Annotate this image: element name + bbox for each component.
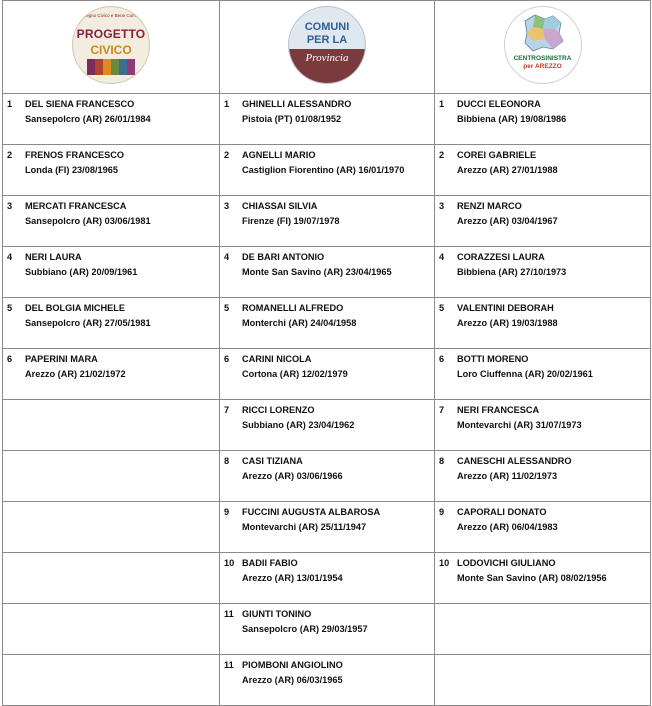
candidate-birth-info: Monte San Savino (AR) 23/04/1965 [242,267,392,277]
logo-stripe [111,59,119,75]
candidate-name: CARINI NICOLA [242,354,312,364]
candidate-entry [3,400,219,403]
candidate-birth-info: Cortona (AR) 12/02/1979 [242,369,348,379]
candidate-cell [220,349,435,400]
candidate-name: NERI FRANCESCA [457,405,540,415]
candidate-entry [435,298,650,331]
logo-line-1: COMUNI [304,20,350,33]
candidate-entry [3,553,219,556]
candidate-entry [435,94,650,127]
candidate-number: 2 [439,150,445,160]
candidate-birth-info: Monterchi (AR) 24/04/1958 [242,318,357,328]
candidate-birth-info: Arezzo (AR) 06/03/1965 [242,675,343,685]
candidate-name: BADII FABIO [242,558,298,568]
logo-cell-centrosinistra [435,1,651,94]
candidate-entry [3,502,219,505]
candidate-name: GIUNTI TONINO [242,609,312,619]
candidate-number: 5 [224,303,230,313]
candidate-name: GHINELLI ALESSANDRO [242,99,352,109]
candidate-birth-info: Sansepolcro (AR) 03/06/1981 [25,216,151,226]
logo-stripes [87,59,135,75]
candidate-row [3,298,651,349]
candidate-birth-info: Bibbiena (AR) 27/10/1973 [457,267,567,277]
candidate-number: 4 [224,252,230,262]
candidate-number: 6 [439,354,445,364]
candidate-entry [220,349,434,382]
logo-line-2: PER LA [306,33,348,46]
candidate-row [3,502,651,553]
candidate-entry [220,145,434,178]
candidate-birth-info: Arezzo (AR) 19/03/1988 [457,318,558,328]
candidate-entry [3,349,219,382]
candidate-cell [435,604,651,655]
candidate-number: 2 [7,150,13,160]
logo-row [3,1,651,94]
candidate-number: 4 [7,252,13,262]
candidate-number: 7 [439,405,445,415]
candidate-cell [3,94,220,145]
candidate-cell [435,655,651,706]
candidate-cell [3,145,220,196]
candidate-cell [435,553,651,604]
candidate-name: LODOVICHI GIULIANO [457,558,556,568]
candidate-name: DEL BOLGIA MICHELE [25,303,126,313]
candidate-cell [3,400,220,451]
candidate-entry [220,298,434,331]
candidate-name: RENZI MARCO [457,201,522,211]
progetto-civico-logo [72,6,150,84]
candidate-entry [3,196,219,229]
candidate-number: 8 [439,456,445,466]
candidate-entry [220,196,434,229]
candidate-cell [435,196,651,247]
candidate-entry [3,604,219,607]
candidate-cell [220,94,435,145]
candidate-birth-info: Sansepolcro (AR) 29/03/1957 [242,624,368,634]
candidate-number: 10 [224,558,235,568]
candidate-entry [220,451,434,484]
candidate-number: 7 [224,405,230,415]
candidate-number: 3 [7,201,13,211]
candidate-name: COREI GABRIELE [457,150,537,160]
candidate-name: DE BARI ANTONIO [242,252,325,262]
logo-stripe [127,59,135,75]
candidate-birth-info: Subbiano (AR) 23/04/1962 [242,420,355,430]
candidate-birth-info: Arezzo (AR) 03/04/1967 [457,216,558,226]
candidate-name: DUCCI ELEONORA [457,99,541,109]
candidate-birth-info: Arezzo (AR) 13/01/1954 [242,573,343,583]
candidate-birth-info: Subbiano (AR) 20/09/1961 [25,267,138,277]
candidate-birth-info: Firenze (FI) 19/07/1978 [242,216,340,226]
candidate-name: BOTTI MORENO [457,354,529,364]
candidate-number: 4 [439,252,445,262]
candidate-cell [220,400,435,451]
candidate-entry [435,553,650,586]
candidate-number: 10 [439,558,450,568]
candidate-row [3,604,651,655]
logo-line-1: CENTROSINISTRA [513,54,572,62]
candidate-name: CAPORALI DONATO [457,507,547,517]
candidate-row [3,94,651,145]
candidate-entry [220,400,434,433]
candidate-cell [3,553,220,604]
logo-line-2: per AREZZO [523,62,562,70]
candidate-entry [3,247,219,280]
candidate-entry [3,298,219,331]
candidate-birth-info: Arezzo (AR) 03/06/1966 [242,471,343,481]
candidate-birth-info: Arezzo (AR) 06/04/1983 [457,522,558,532]
candidate-cell [220,604,435,655]
candidate-number: 8 [224,456,230,466]
candidate-name: CHIASSAI SILVIA [242,201,318,211]
candidate-entry [220,502,434,535]
candidate-number: 6 [224,354,230,364]
candidate-entry [3,451,219,454]
candidate-name: FRENOS FRANCESCO [25,150,125,160]
candidate-number: 11 [224,660,234,670]
logo-line-3: Provincia [305,51,349,64]
candidate-entry [435,400,650,433]
candidate-birth-info: Montevarchi (AR) 25/11/1947 [242,522,367,532]
candidate-cell [3,349,220,400]
candidate-cell [220,247,435,298]
candidate-row [3,451,651,502]
candidate-cell [220,145,435,196]
candidate-cell [435,349,651,400]
candidate-number: 9 [224,507,230,517]
candidate-cell [435,145,651,196]
candidate-cell [3,502,220,553]
candidate-name: RICCI LORENZO [242,405,315,415]
candidate-entry [3,145,219,178]
candidate-cell [220,451,435,502]
candidate-number: 2 [224,150,230,160]
candidate-cell [435,247,651,298]
candidate-name: AGNELLI MARIO [242,150,316,160]
comuni-per-la-provincia-logo [288,6,366,84]
candidate-cell [220,502,435,553]
candidate-number: 1 [224,99,230,109]
candidate-number: 3 [439,201,445,211]
candidate-name: DEL SIENA FRANCESCO [25,99,135,109]
candidate-entry [220,553,434,586]
candidate-entry [3,655,219,658]
candidate-cell [3,247,220,298]
candidate-number: 5 [439,303,445,313]
candidate-entry [220,94,434,127]
candidate-cell [435,94,651,145]
candidate-number: 6 [7,354,13,364]
province-map-icon [519,13,567,53]
candidate-entry [3,94,219,127]
candidate-row [3,145,651,196]
candidate-name: VALENTINI DEBORAH [457,303,554,313]
candidate-name: CASI TIZIANA [242,456,303,466]
candidate-cell [3,451,220,502]
candidate-birth-info: Castiglion Fiorentino (AR) 16/01/1970 [242,165,405,175]
logo-stripe [119,59,127,75]
candidate-entry [435,451,650,484]
candidate-cell [3,604,220,655]
candidate-row [3,196,651,247]
candidate-birth-info: Londa (FI) 23/08/1965 [25,165,118,175]
logo-arc-text: Impegno Civico e Bene Comune [78,12,144,18]
candidate-name: ROMANELLI ALFREDO [242,303,344,313]
candidate-name: CANESCHI ALESSANDRO [457,456,572,466]
candidate-birth-info: Sansepolcro (AR) 26/01/1984 [25,114,151,124]
candidate-entry [435,349,650,382]
candidate-name: FUCCINI AUGUSTA ALBAROSA [242,507,381,517]
candidate-entry [435,502,650,535]
candidate-cell [435,502,651,553]
logo-cell-comuni-per-la-provincia [220,1,435,94]
logo-line-1: PROGETTO [76,26,146,41]
candidate-name: PAPERINI MARA [25,354,98,364]
logo-stripe [95,59,103,75]
candidate-number: 1 [439,99,445,109]
candidate-birth-info: Arezzo (AR) 11/02/1973 [457,471,558,481]
candidate-name: NERI LAURA [25,252,82,262]
candidate-entry [220,604,434,637]
candidate-cell [435,451,651,502]
candidate-cell [220,196,435,247]
candidate-birth-info: Bibbiena (AR) 19/08/1986 [457,114,567,124]
candidates-table [2,0,651,706]
logo-stripe [87,59,95,75]
candidate-cell [3,655,220,706]
candidate-entry [435,247,650,280]
candidate-cell [220,655,435,706]
candidate-cell [220,298,435,349]
candidate-birth-info: Arezzo (AR) 27/01/1988 [457,165,558,175]
candidate-row [3,655,651,706]
candidate-birth-info: Loro Ciuffenna (AR) 20/02/1961 [457,369,593,379]
candidate-entry [220,655,434,688]
candidate-number: 3 [224,201,230,211]
candidate-row [3,553,651,604]
centrosinistra-per-arezzo-logo [504,6,582,84]
candidate-birth-info: Sansepolcro (AR) 27/05/1981 [25,318,151,328]
candidate-cell [435,298,651,349]
candidate-name: PIOMBONI ANGIOLINO [242,660,343,670]
candidate-birth-info: Arezzo (AR) 21/02/1972 [25,369,126,379]
candidate-number: 1 [7,99,13,109]
candidate-row [3,400,651,451]
candidate-birth-info: Monte San Savino (AR) 08/02/1956 [457,573,607,583]
candidate-cell [435,400,651,451]
candidate-row [3,349,651,400]
candidate-row [3,247,651,298]
candidate-entry [435,655,650,658]
candidate-number: 5 [7,303,13,313]
candidate-cell [3,298,220,349]
candidate-number: 9 [439,507,445,517]
candidate-entry [435,196,650,229]
candidate-cell [220,553,435,604]
candidate-name: CORAZZESI LAURA [457,252,545,262]
candidate-name: MERCATI FRANCESCA [25,201,127,211]
candidate-birth-info: Pistoia (PT) 01/08/1952 [242,114,342,124]
logo-cell-progetto-civico [3,1,220,94]
candidate-birth-info: Montevarchi (AR) 31/07/1973 [457,420,582,430]
candidate-entry [435,604,650,607]
candidate-entry [435,145,650,178]
candidate-number: 11 [224,609,234,619]
logo-stripe [103,59,111,75]
candidate-cell [3,196,220,247]
candidate-entry [220,247,434,280]
logo-line-2: CIVICO [90,42,132,57]
